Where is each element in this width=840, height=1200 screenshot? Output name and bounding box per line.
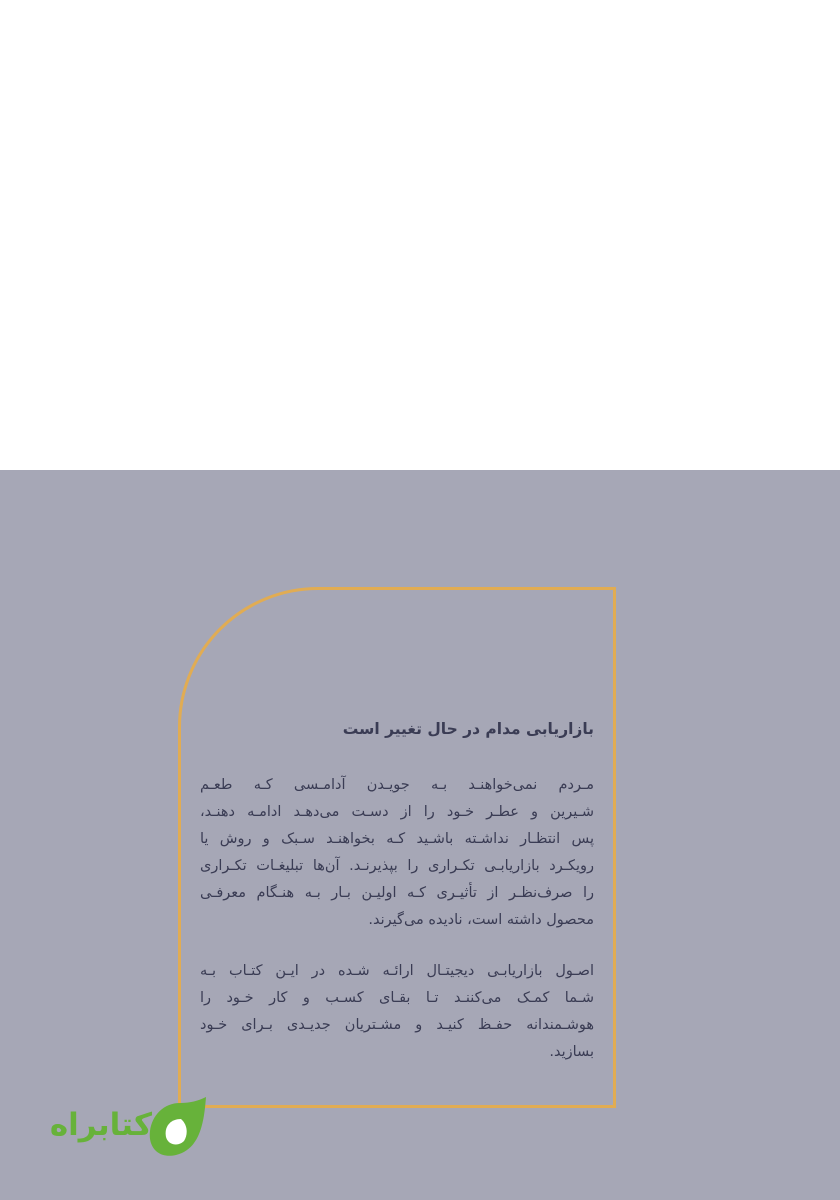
paragraph-1-line: مـردم نمی‌خواهنـد بـه جویـدن آدامـسی کـه طعـم xyxy=(200,777,594,793)
blank-top-area xyxy=(0,0,840,470)
ketabrah-logo xyxy=(40,1093,210,1159)
paragraph-gap xyxy=(200,934,594,958)
heading: بازاریابی مدام در حال تغییر است xyxy=(342,720,594,738)
ketabrah-leaf-icon xyxy=(146,1093,210,1159)
paragraph-2-line: اصـول بازاریابـی دیجیتـال ارائـه شـده در ایـن کتـاب بـه xyxy=(200,963,594,979)
paragraph-2-line: شـما کمـک می‌کننـد تـا بقـای کسـب و کار خـود را xyxy=(200,990,594,1006)
logo-text: کتابراه xyxy=(49,1107,152,1143)
paragraph-1-line: شـیرین و عطـر خـود را از دسـت می‌دهـد ادامـه دهنـد، xyxy=(200,804,594,820)
paragraph-1-line: پس انتظـار نداشـته باشـید کـه بخواهنـد سـبک و روش یا xyxy=(200,831,594,847)
paragraph-2 xyxy=(200,958,594,1066)
paragraph-1-line: رویکـرد بازاریابـی تکـراری را بپذیرنـد. آن‌ها تبلیغـات تکـراری xyxy=(200,858,594,874)
paragraph-2-line: بسازید. xyxy=(549,1044,594,1060)
paragraph-2-line: هوشـمندانه حفـظ کنیـد و مشـتریان جدیـدی بـرای خـود xyxy=(200,1017,594,1033)
paragraph-1-line: را صرف‌نظـر از تأثیـری کـه اولیـن بـار بـه هنـگام معرفـی xyxy=(200,885,594,901)
paragraph-1 xyxy=(200,772,594,934)
paragraph-1-line: محصول داشته است، نادیده می‌گیرند. xyxy=(368,912,594,928)
back-cover-text xyxy=(200,712,594,1066)
